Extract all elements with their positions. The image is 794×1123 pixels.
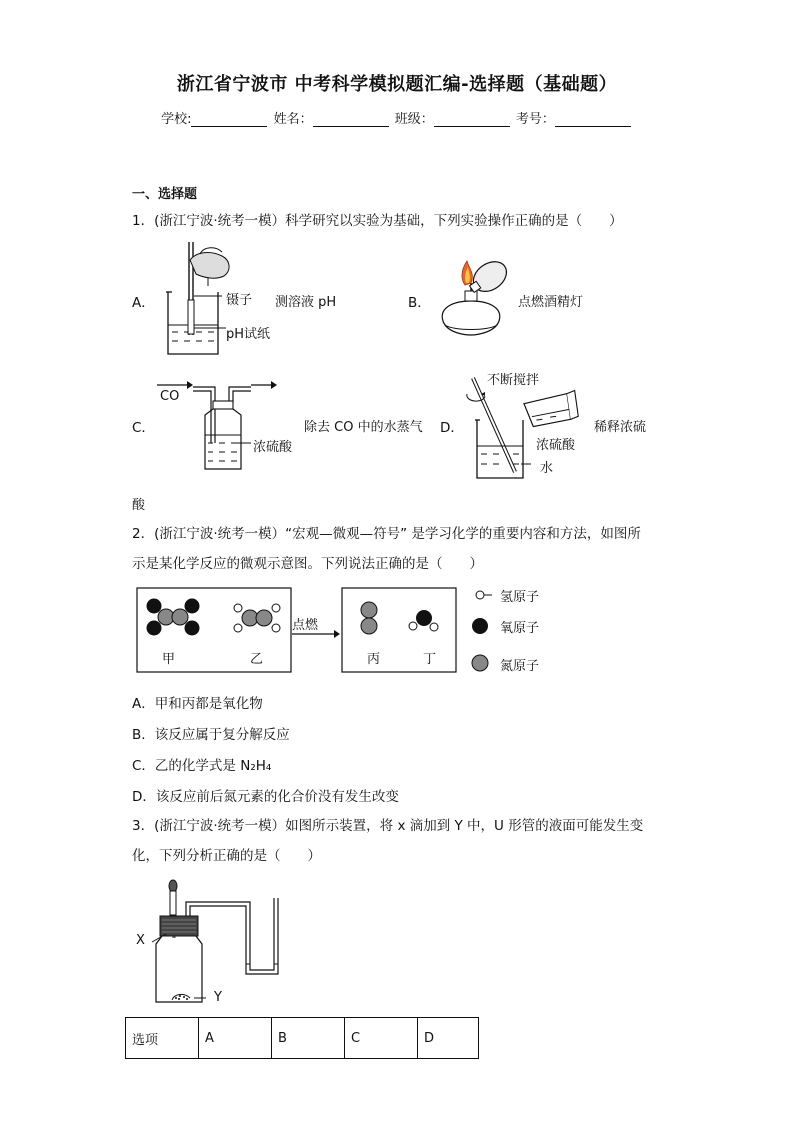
class-blank[interactable] [434,113,510,127]
q2-legend-oxygen: 氧原子 [500,621,540,636]
name-blank[interactable] [313,113,389,127]
q1-d-label-acid: 浓硫酸 [536,438,576,453]
exam-number-label: 考号： [515,112,555,127]
q1-c-label-acid: 浓硫酸 [253,440,293,455]
q1-a-caption: 测溶液 pH [275,295,337,310]
q1-option-a-letter[interactable]: A． [132,295,155,311]
table-row [126,1018,479,1059]
question-3-stem-line1: 3．(浙江宁波·统考一模）如图所示装置，将 x 滴加到 Y 中，U 形管的液面可能发生变 [132,818,644,834]
q2-option-b[interactable]: B．该反应属于复分解反应 [132,727,290,743]
table-cell-a: A [199,1018,272,1059]
q2-option-a[interactable]: A．甲和丙都是氧化物 [132,696,263,712]
q3-apparatus-figure [150,878,290,1008]
page-title: 浙江省宁波市 中考科学模拟题汇编-选择题（基础题） [176,74,618,95]
table-cell-c: C [345,1018,418,1059]
school-label: 学校: [161,112,192,127]
q1-option-d-letter[interactable]: D． [440,420,464,436]
q1-d-label-stir: 不断搅拌 [487,373,540,388]
section-title: 一、选择题 [132,187,198,202]
q2-label-yi: 乙 [250,652,264,667]
q2-reaction-diagram [136,586,556,678]
q2-label-jia: 甲 [162,652,176,667]
q1-d-label-water: 水 [540,461,554,476]
class-label: 班级： [394,112,434,127]
q1-a-label-tweezers: 镊子 [226,293,253,308]
q1-c-label-co: CO [160,389,180,404]
table-cell-b: B [272,1018,345,1059]
q2-legend-hydrogen: 氢原子 [500,590,540,605]
school-blank[interactable] [191,113,267,127]
table-cell-d: D [418,1018,479,1059]
name-label: 姓名： [273,112,313,127]
question-3-stem-line2: 化，下列分析正确的是（ ） [132,848,321,864]
q2-label-bing: 丙 [367,652,381,667]
question-2-stem-line1: 2．(浙江宁波·统考一模）“宏观—微观—符号” 是学习化学的重要内容和方法，如图所 [132,526,641,542]
q3-options-table [125,1017,479,1059]
q3-label-y: Y [214,990,222,1005]
question-2-stem-line2: 示是某化学反应的微观示意图。下列说法正确的是（ ） [132,556,483,572]
q1-option-b-figure [435,255,520,345]
q2-option-c[interactable]: C．乙的化学式是 N₂H₄ [132,758,272,774]
q1-option-b-letter[interactable]: B． [408,295,431,311]
table-cell-option-header: 选项 [126,1018,199,1059]
q1-b-caption: 点燃酒精灯 [518,295,584,310]
exam-number-blank[interactable] [555,113,631,127]
student-info-line [0,108,794,127]
q2-legend-nitrogen: 氮原子 [500,659,540,674]
q2-label-condition: 点燃 [292,618,319,633]
q2-label-ding: 丁 [423,652,437,667]
q1-d-caption: 稀释浓硫 [594,420,647,435]
q1-d-caption-end: 酸 [132,498,146,513]
q1-option-a-figure [160,240,280,360]
q1-c-caption: 除去 CO 中的水蒸气 [304,420,423,435]
q3-label-x: X [136,933,145,948]
q1-option-c-letter[interactable]: C． [132,420,155,436]
q2-option-d[interactable]: D．该反应前后氮元素的化合价没有发生改变 [132,789,399,805]
question-1-stem: 1．(浙江宁波·统考一模）科学研究以实验为基础，下列实验操作正确的是（ ） [132,213,623,229]
q1-a-label-ph-paper: pH试纸 [226,327,271,342]
